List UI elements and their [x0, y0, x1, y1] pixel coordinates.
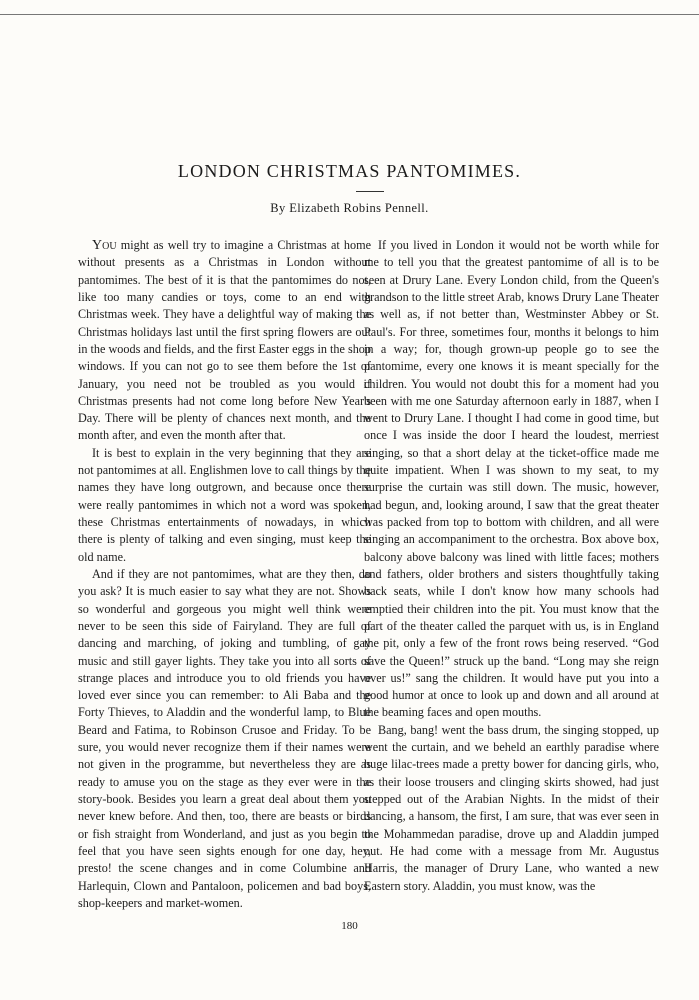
article-title: LONDON CHRISTMAS PANTOMIMES. — [177, 161, 522, 181]
left-column — [78, 237, 371, 912]
paragraph-text: might as well try to imagine a Christmas at home without presents as a Christmas in London without pantomimes. The best of it is that the pantomimes do not, like too many candies or toys, come to an end with Christmas week. They have a delightful way of making the Christmas holidays last until the first spring flowers are out in the woods and fields, and the first Easter eggs in the shop windows. If you can not go to see them before the 1st of January, you need not be troubled as you would if Christmas presents had not come long before New Year's Day. There will be plenty of chances next month, and the month after, and even the month after that. — [78, 238, 371, 443]
top-rule — [0, 14, 699, 15]
paragraph — [78, 237, 371, 445]
page-number: 180 — [341, 920, 358, 932]
paragraph: If you lived in London it would not be worth while for me to tell you that the greatest pantomime of all is to be seen at Drury Lane. Every London child, from the Queen's grandson to the little street Arab, knows Drury Lane Theater as well as, if not better than, Westminster Abbey or St. Paul's. For three, sometimes four, months it belongs to him in a way; for, though grown-up people go to see the pantomime, every one knows it is meant specially for the children. You would not doubt this for a moment had you been with me one Saturday afternoon early in 1887, when I went to Drury Lane. I thought I had come in good time, but once I was inside the door I heard the loudest, merriest singing, so that a short delay at the ticket-office made me quite impatient. When I was shown to my seat, to my surprise the curtain was still down. The music, however, had begun, and, looking around, I saw that the great theater was packed from top to bottom with children, and all were singing an accompaniment to the orchestra. Box above box, balcony above balcony was lined with little faces; mothers and fathers, older brothers and sisters thoughtfully taking back seats, while I don't know how many schools had emptied their children into the pit. You must know that the part of the theater called the parquet with us, is in England the pit, only a few of the front rows being reserved. “God save the Queen!” struck up the band. “Long may she reign over us!” sang the children. It would have put you into a good humor at once to look up and down and all around at the beaming faces and open mouths. — [364, 238, 659, 720]
paragraph: And if they are not pantomimes, what are they then, do you ask? It is much easier to say what they are not. Shows so wonderful and gorgeous you might well think were never to be seen this side of Fairyland. They are full of dancing and marching, of joking and tumbling, of gay music and still gayer lights. They take you into all sorts of strange places and introduce you to old friends you have loved ever since you can remember: to Ali Baba and the Forty Thieves, to Aladdin and the wonderful lamp, to Blue Beard and Fatima, to Robinson Crusoe and Friday. To be sure, you would never recognize them if their names were not given in the programme, but nevertheless they are as ready to amuse you on the stage as they ever were in the story-book. Besides you learn a great deal about them you never knew before. And then, too, there are beasts or birds or fish straight from Wonderland, and just as you begin to feel that you have seen sights enough for one day, hey, presto! the scene changes and in come Columbine and Harlequin, Clown and Pantaloon, policemen and bad boys, shop-keepers and market-women. — [78, 566, 371, 910]
byline: By Elizabeth Robins Pennell. — [270, 201, 429, 215]
opening-word: You — [92, 238, 117, 253]
paragraph: Bang, bang! went the bass drum, the singing stopped, up went the curtain, and we beheld an earthly paradise where huge lilac-trees made a pretty bower for dancing girls, who, as their loose trousers and clinging skirts showed, had just stepped out of the Arabian Nights. In the midst of their dancing, a hansom, the first, I am sure, that was ever seen in the Mohammedan paradise, drove up and Aladdin jumped out. He had come with a message from Mr. Augustus Harris, the manager of Drury Lane, who wanted a new Eastern story. Aladdin, you must know, was the — [364, 722, 659, 893]
title-rule — [356, 191, 384, 192]
paragraph: It is best to explain in the very beginning that they are not pantomimes at all. Englishmen love to call things by the names they have long outgrown, and because once there were really pantomimes in which not a word was spoken, these Christmas entertainments of nowadays, in which there is plenty of talking and even singing, must keep the old name. — [78, 445, 371, 564]
right-column — [364, 237, 659, 895]
